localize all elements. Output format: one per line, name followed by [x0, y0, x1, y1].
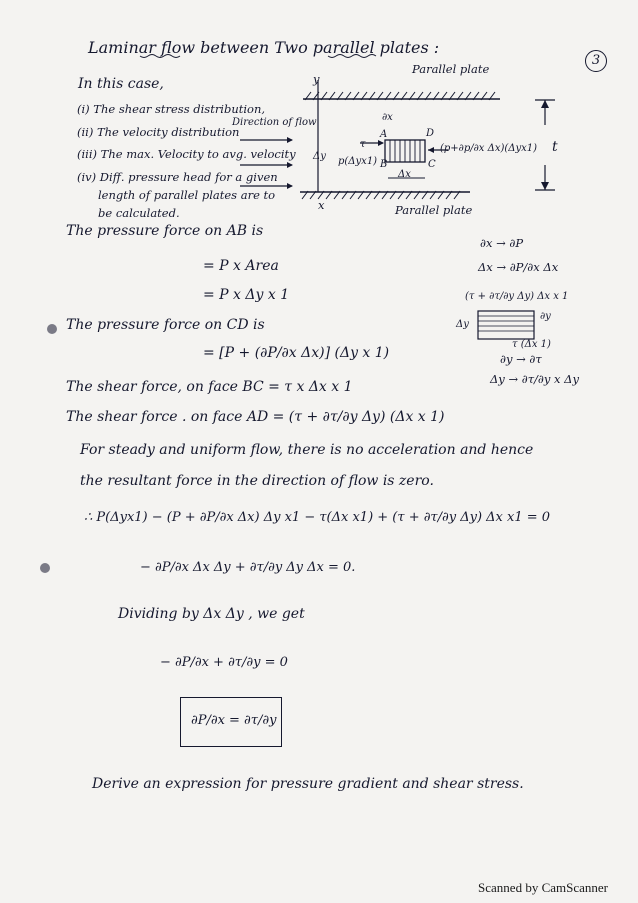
dividing-text: Dividing by Δx Δy , we get	[118, 606, 305, 622]
pressure-ab-line1: = P x Area	[203, 258, 279, 274]
page-title: Laminar flow between Two parallel plates :	[88, 38, 440, 57]
intro-text: In this case,	[78, 76, 164, 92]
pressure-ab-heading: The pressure force on AB is	[66, 223, 264, 239]
item-pressure-head: (iv) Diff. pressure head for a given	[77, 170, 278, 184]
side-note-1: ∂x → ∂P	[480, 236, 524, 250]
side-note-3: (τ + ∂τ/∂y Δy) Δx x 1	[465, 291, 569, 302]
label-x-axis: x	[318, 198, 325, 212]
item-max-velocity: (iii) The max. Velocity to avg. velocity	[77, 147, 296, 161]
label-top-plate: Parallel plate	[412, 62, 490, 76]
statement-line2: the resultant force in the direction of flow is zero.	[80, 473, 434, 489]
statement-line1: For steady and uniform flow, there is no acceleration and hence	[80, 442, 534, 458]
page-number-badge: 3	[585, 50, 607, 72]
boxed-result	[180, 697, 282, 747]
pressure-cd-line1: = [P + (∂P/∂x Δx)] (Δy x 1)	[203, 345, 390, 361]
pressure-cd-heading: The pressure force on CD is	[66, 317, 265, 333]
label-point-d: D	[426, 128, 435, 139]
shear-bc: The shear force, on face BC = τ x Δx x 1	[66, 379, 353, 395]
label-bottom-plate: Parallel plate	[395, 203, 473, 217]
label-thickness: t	[552, 139, 558, 155]
item-pressure-head-cont: length of parallel plates are to	[98, 188, 276, 202]
equation-1: ∴ P(Δyx1) − (P + ∂P/∂x Δx) Δy x1 − τ(Δx x1) + (τ + ∂τ/∂y Δy) Δx x1 = 0	[84, 510, 551, 525]
item-shear-stress: (i) The shear stress distribution,	[77, 102, 266, 116]
label-dx: Δx	[398, 169, 411, 180]
equation-2: − ∂P/∂x Δx Δy + ∂τ/∂y Δy Δx = 0.	[140, 560, 356, 575]
item-pressure-head-end: be calculated.	[98, 206, 180, 220]
boxed-equation: ∂P/∂x = ∂τ/∂y	[191, 713, 277, 728]
side-note-2: Δx → ∂P/∂x Δx	[478, 260, 559, 274]
label-tau: τ	[360, 139, 366, 150]
label-y-axis: y	[313, 72, 320, 86]
scanner-footer: Scanned by CamScanner	[478, 880, 608, 895]
side-note-dy: Δy	[456, 319, 469, 330]
side-note-5: ∂y → ∂τ	[500, 352, 542, 366]
label-dx-small: ∂x	[382, 112, 393, 123]
label-pressure-right: (p+∂p/∂x Δx)(Δyx1)	[440, 143, 538, 154]
label-point-b: B	[380, 159, 388, 170]
label-point-a: A	[380, 129, 388, 140]
label-point-c: C	[428, 159, 436, 170]
label-pressure-left: p(Δyx1)	[338, 156, 378, 167]
item-velocity-dist: (ii) The velocity distribution	[77, 125, 240, 139]
side-note-partial-y: ∂y	[540, 311, 551, 322]
side-note-6: Δy → ∂τ/∂y x Δy	[490, 372, 579, 386]
label-dy: Δy	[313, 151, 326, 162]
equation-3: − ∂P/∂x + ∂τ/∂y = 0	[160, 655, 288, 670]
derive-prompt: Derive an expression for pressure gradient and shear stress.	[92, 776, 524, 792]
shear-ad: The shear force . on face AD = (τ + ∂τ/∂y Δy) (Δx x 1)	[66, 409, 445, 425]
pressure-ab-line2: = P x Δy x 1	[203, 287, 290, 303]
side-note-4: τ (Δx 1)	[512, 339, 551, 350]
label-direction-flow: Direction of flow	[232, 117, 317, 128]
